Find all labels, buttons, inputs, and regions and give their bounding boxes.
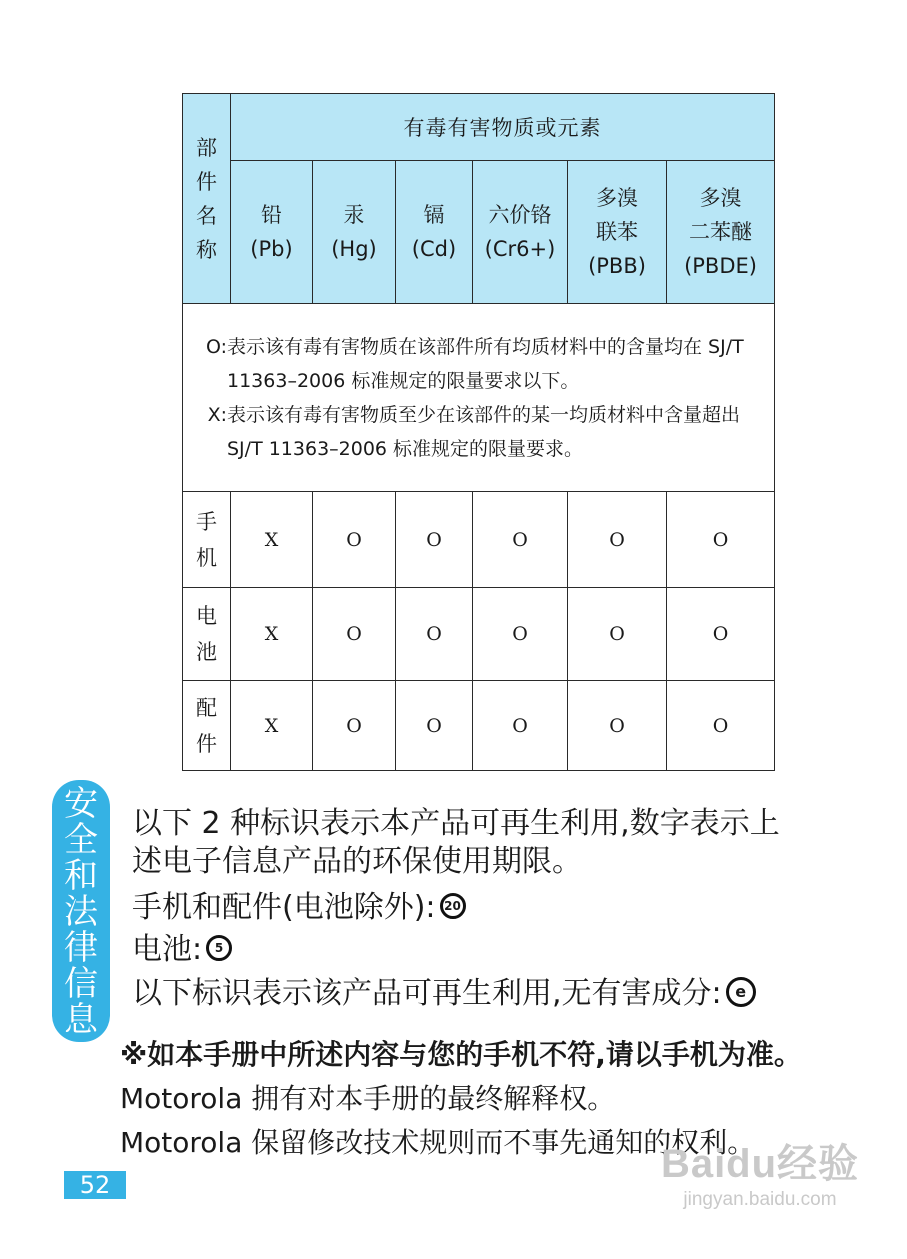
legend-symbol-o: O: bbox=[205, 335, 227, 358]
page-number: 52 bbox=[64, 1171, 126, 1199]
table-cell: O bbox=[667, 492, 775, 588]
column-header-cr6: 六价铬 (Cr6+) bbox=[473, 161, 568, 304]
table-cell: O bbox=[473, 588, 568, 681]
column-header-cd: 镉 (Cd) bbox=[396, 161, 473, 304]
table-cell: O bbox=[396, 681, 473, 771]
section-tab-label: 安全和法律信息 bbox=[63, 784, 98, 1040]
rights-line-2: Motorola 保留修改技术规则而不事先通知的权利。 bbox=[120, 1126, 756, 1159]
rights-line-1: Motorola 拥有对本手册的最终解释权。 bbox=[120, 1082, 616, 1115]
table-cell: X bbox=[231, 492, 313, 588]
row-label-accessories: 配件 bbox=[183, 681, 231, 771]
table-cell: O bbox=[313, 492, 396, 588]
table-cell: O bbox=[473, 681, 568, 771]
row-label-phone: 手机 bbox=[183, 492, 231, 588]
table-row bbox=[183, 492, 775, 588]
phone-eco-label: 手机和配件(电池除外): bbox=[132, 890, 436, 925]
table-cell: O bbox=[568, 681, 667, 771]
manual-disclaimer: ※如本手册中所述内容与您的手机不符,请以手机为准。 bbox=[120, 1038, 802, 1071]
table-cell: O bbox=[667, 681, 775, 771]
column-header-pbb: 多溴 联苯 (PBB) bbox=[568, 161, 667, 304]
legend-notes bbox=[183, 304, 775, 492]
watermark-brand: Baidu经验 bbox=[660, 1142, 860, 1186]
recycle-line bbox=[132, 974, 756, 1014]
table-cell: O bbox=[473, 492, 568, 588]
legend-note-o bbox=[193, 330, 766, 398]
battery-eco-label: 电池: bbox=[132, 932, 203, 967]
table-cell: O bbox=[568, 492, 667, 588]
phone-eco-line bbox=[132, 888, 466, 928]
recyclable-e-icon: e bbox=[726, 977, 756, 1007]
eco-period-20-icon: 20 bbox=[440, 893, 466, 919]
column-header-pbde: 多溴 二苯醚 (PBDE) bbox=[667, 161, 775, 304]
table-row bbox=[183, 588, 775, 681]
table-cell: X bbox=[231, 588, 313, 681]
column-header-hg: 汞 (Hg) bbox=[313, 161, 396, 304]
legend-symbol-x: X: bbox=[207, 403, 227, 426]
battery-eco-line bbox=[132, 930, 232, 970]
table-cell: O bbox=[396, 588, 473, 681]
recycle-label: 以下标识表示该产品可再生利用,无有害成分: bbox=[132, 976, 722, 1011]
legend-text-x: 表示该有毒有害物质至少在该部件的某一均质材料中含量超出 SJ/T 11363–2006 标准规定的限量要求。 bbox=[227, 403, 741, 460]
legend-note-x bbox=[193, 398, 766, 466]
part-name-header bbox=[183, 94, 231, 304]
table-cell: O bbox=[396, 492, 473, 588]
row-label-battery: 电池 bbox=[183, 588, 231, 681]
watermark-url: jingyan.baidu.com bbox=[683, 1189, 837, 1210]
table-row bbox=[183, 681, 775, 771]
table-cell: O bbox=[313, 681, 396, 771]
section-tab bbox=[52, 780, 110, 1042]
intro-line-2: 述电子信息产品的环保使用期限。 bbox=[132, 844, 582, 879]
substance-group-header: 有毒有害物质或元素 bbox=[231, 94, 775, 161]
table-cell: O bbox=[568, 588, 667, 681]
hazard-substance-table bbox=[182, 93, 775, 771]
table-cell: X bbox=[231, 681, 313, 771]
part-name-header-text: 部件名称 bbox=[196, 135, 217, 262]
intro-line-1: 以下 2 种标识表示本产品可再生利用,数字表示上 bbox=[132, 806, 780, 841]
eco-period-5-icon: 5 bbox=[206, 935, 232, 961]
table-cell: O bbox=[313, 588, 396, 681]
column-header-pb: 铅 (Pb) bbox=[231, 161, 313, 304]
table-cell: O bbox=[667, 588, 775, 681]
legend-text-o: 表示该有毒有害物质在该部件所有均质材料中的含量均在 SJ/T 11363–2006 标准规定的限量要求以下。 bbox=[227, 335, 744, 392]
baidu-watermark bbox=[640, 1140, 880, 1212]
